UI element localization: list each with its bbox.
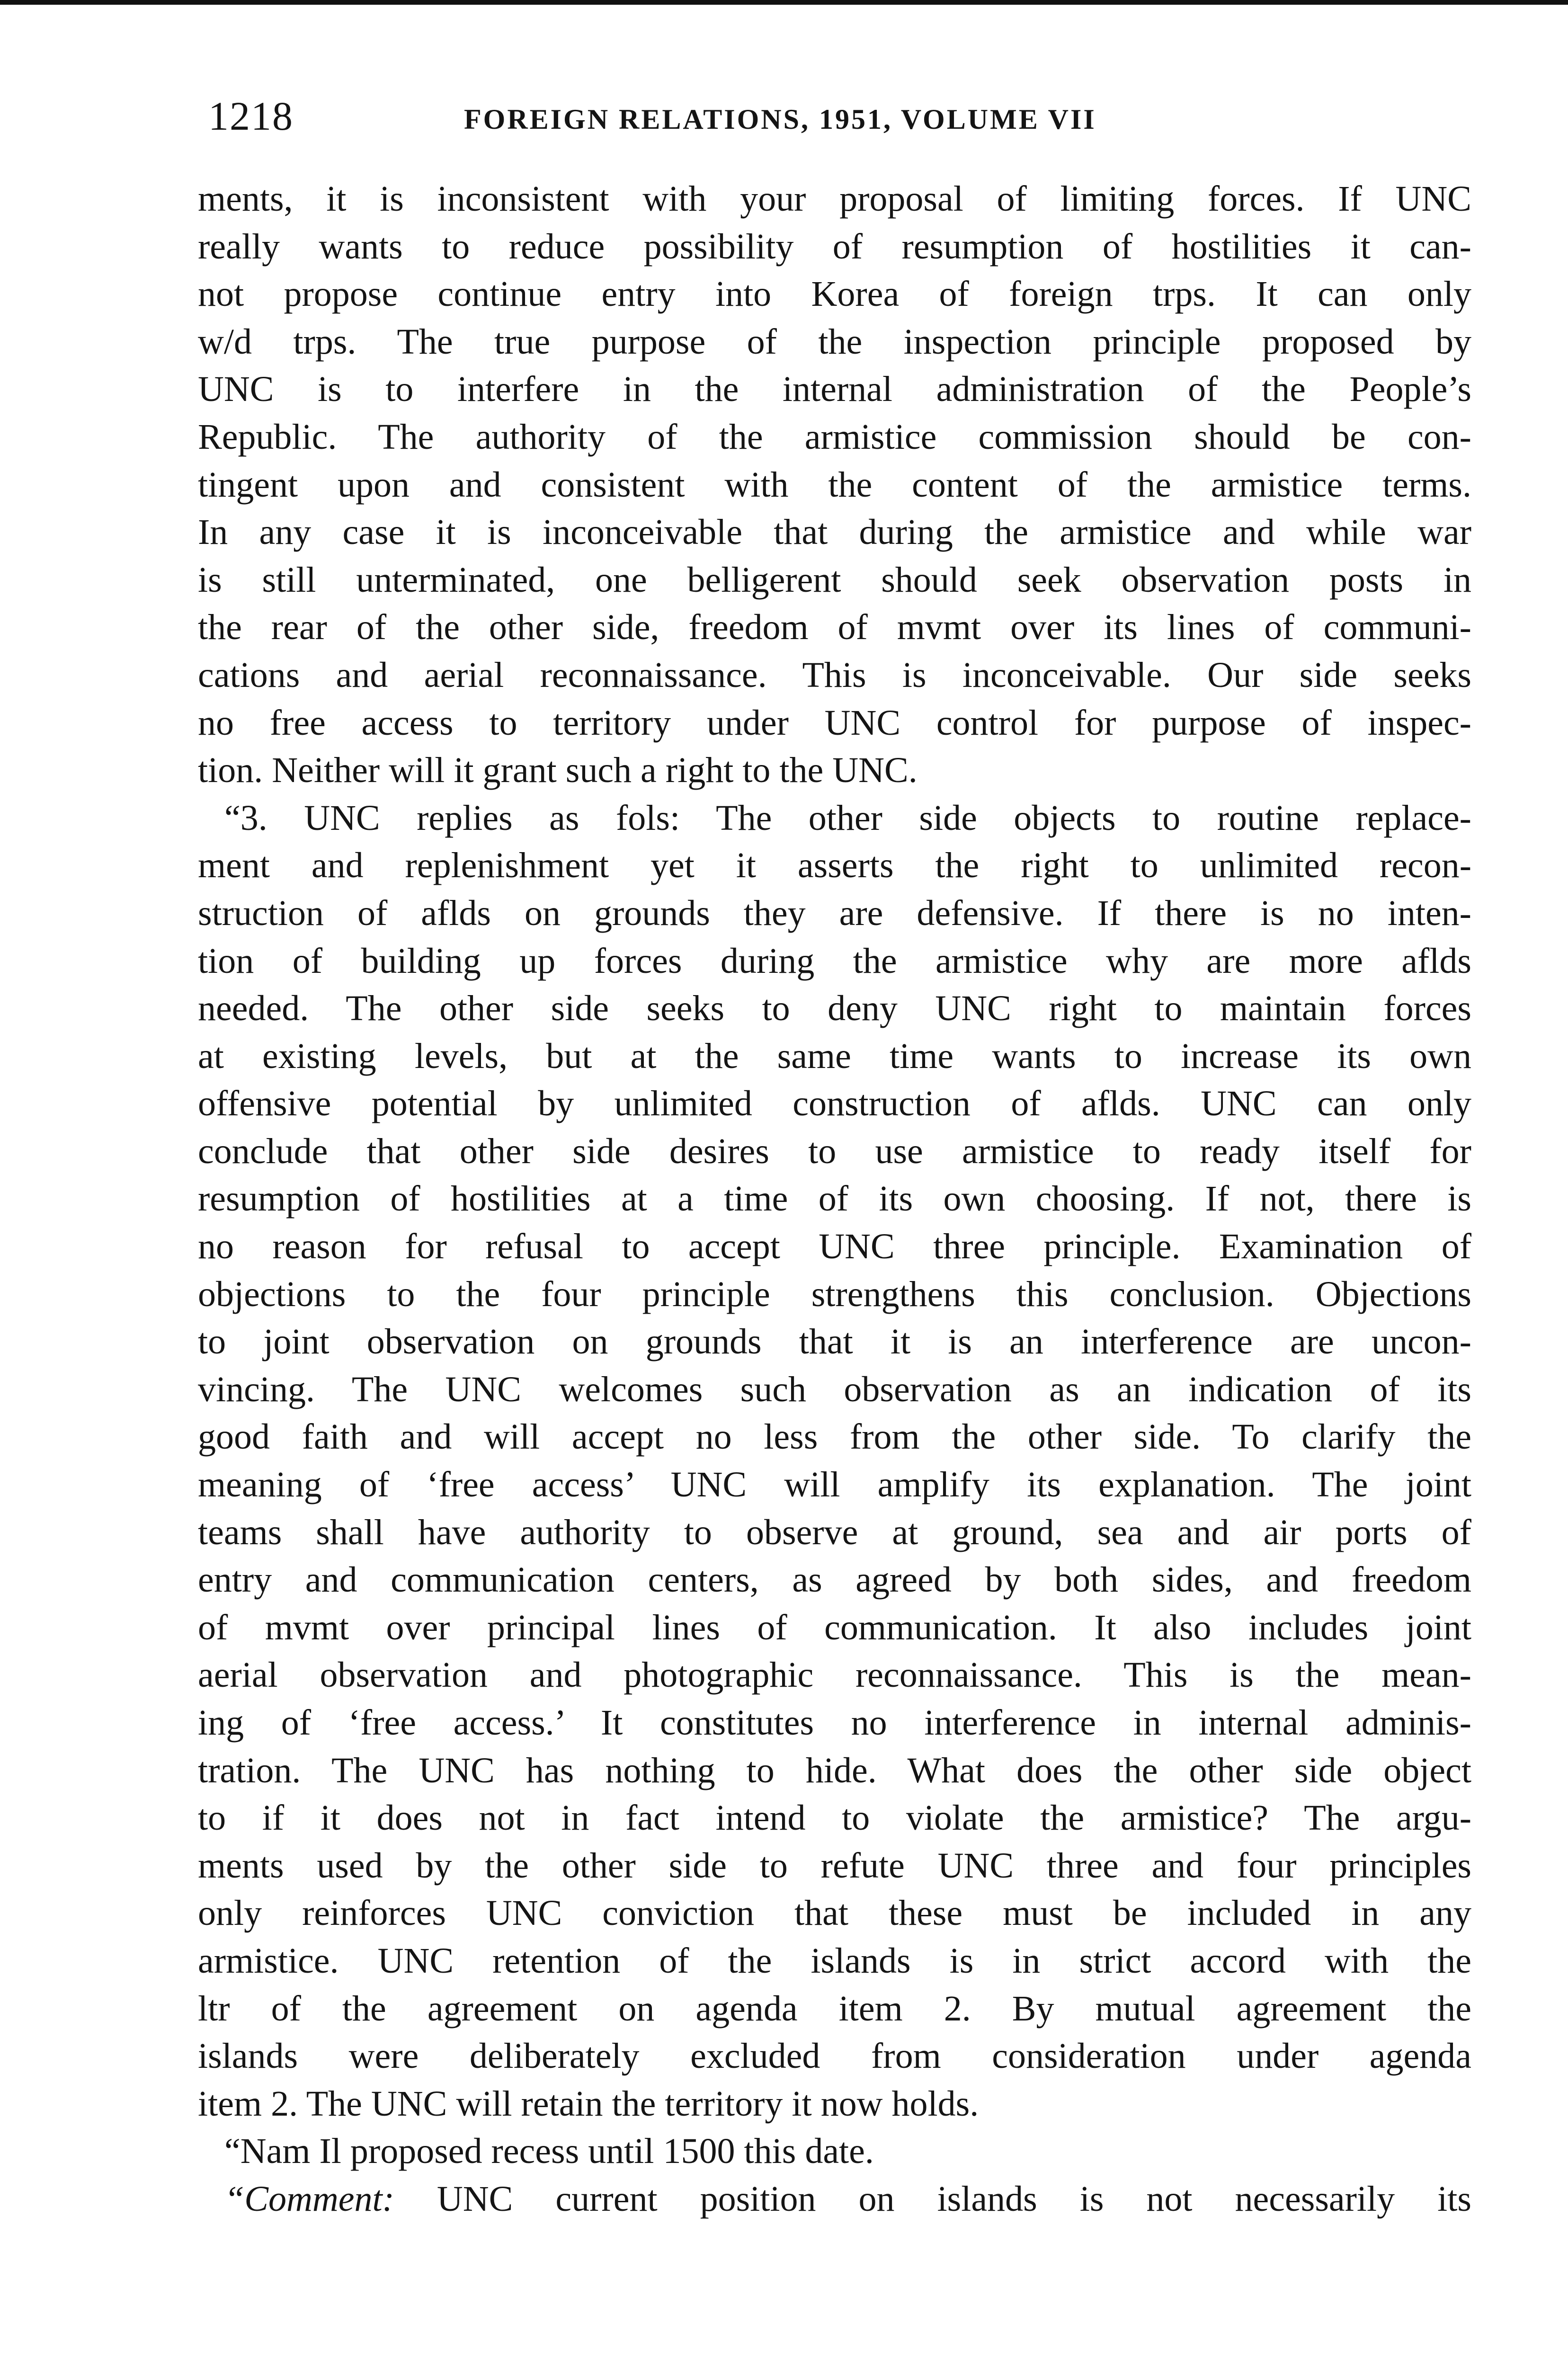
text-line: ing of ‘free access.’ It constitutes no interference in internal adminis-: [198, 1703, 1471, 1743]
text-line: the rear of the other side, freedom of mvmt over its lines of communi-: [198, 607, 1471, 648]
text-line: islands were deliberately excluded from consideration under agenda: [198, 2036, 1471, 2076]
text-line: struction of aflds on grounds they are defensive. If there is no inten-: [198, 893, 1471, 933]
text-line: ments used by the other side to refute UNC three and four principles: [198, 1845, 1471, 1886]
paragraph-start-line: “Nam Il proposed recess until 1500 this date.: [224, 2131, 874, 2171]
comment-text: UNC current position on islands is not necessarily its: [394, 2179, 1471, 2219]
text-line: not propose continue entry into Korea of foreign trps. It can only: [198, 274, 1471, 314]
text-line: entry and communication centers, as agreed by both sides, and freedom: [198, 1560, 1471, 1600]
text-line: tion of building up forces during the armistice why are more aflds: [198, 941, 1471, 981]
comment-lead: “Comment:: [224, 2179, 394, 2219]
text-line: only reinforces UNC conviction that these must be included in any: [198, 1893, 1471, 1933]
text-line: meaning of ‘free access’ UNC will amplify its explanation. The joint: [198, 1465, 1471, 1505]
text-line: offensive potential by unlimited construction of aflds. UNC can only: [198, 1084, 1471, 1124]
text-line: no free access to territory under UNC control for purpose of inspec-: [198, 703, 1471, 743]
text-line: Republic. The authority of the armistice commission should be con-: [198, 417, 1471, 457]
text-line: In any case it is inconceivable that during the armistice and while war: [198, 512, 1471, 552]
text-line: at existing levels, but at the same time wants to increase its own: [198, 1036, 1471, 1076]
text-line: teams shall have authority to observe at ground, sea and air ports of: [198, 1512, 1471, 1552]
text-line: tration. The UNC has nothing to hide. What does the other side object: [198, 1750, 1471, 1790]
text-line: is still unterminated, one belligerent should seek observation posts in: [198, 560, 1471, 600]
text-line: armistice. UNC retention of the islands is in strict accord with the: [198, 1940, 1471, 1981]
text-line: resumption of hostilities at a time of its own choosing. If not, there is: [198, 1179, 1471, 1219]
comment-line: [198, 2175, 1471, 2223]
text-line: conclude that other side desires to use armistice to ready itself for: [198, 1131, 1471, 1171]
text-line: to if it does not in fact intend to violate the armistice? The argu-: [198, 1798, 1471, 1838]
text-line: no reason for refusal to accept UNC three principle. Examination of: [198, 1227, 1471, 1267]
text-line: really wants to reduce possibility of resumption of hostilities it can-: [198, 226, 1471, 267]
text-line: objections to the four principle strengthens this conclusion. Objections: [198, 1274, 1471, 1314]
text-line: item 2. The UNC will retain the territory it now holds.: [198, 2083, 979, 2124]
text-line: tingent upon and consistent with the content of the armistice terms.: [198, 464, 1471, 505]
page-number: 1218: [208, 93, 294, 139]
text-line: vincing. The UNC welcomes such observation as an indication of its: [198, 1369, 1471, 1409]
running-title: FOREIGN RELATIONS, 1951, VOLUME VII: [464, 104, 1096, 135]
text-line: ltr of the agreement on agenda item 2. By mutual agreement the: [198, 1988, 1471, 2029]
paragraph-start-line: “3. UNC replies as fols: The other side objects to routine replace-: [224, 798, 1471, 838]
text-line: needed. The other side seeks to deny UNC right to maintain forces: [198, 988, 1471, 1029]
text-line: to joint observation on grounds that it is an interference are uncon-: [198, 1322, 1471, 1362]
text-line: cations and aerial reconnaissance. This is inconceivable. Our side seeks: [198, 655, 1471, 695]
text-line: tion. Neither will it grant such a right to the UNC.: [198, 750, 918, 791]
page-header: [208, 90, 1458, 142]
text-line: good faith and will accept no less from the other side. To clarify the: [198, 1417, 1471, 1457]
text-line: ment and replenishment yet it asserts the right to unlimited recon-: [198, 845, 1471, 886]
text-line: UNC is to interfere in the internal administration of the People’s: [198, 369, 1471, 409]
body-text: [198, 175, 1471, 2223]
top-edge-rule: [0, 0, 1568, 5]
text-line: w/d trps. The true purpose of the inspection principle proposed by: [198, 321, 1471, 362]
text-line: of mvmt over principal lines of communication. It also includes joint: [198, 1607, 1471, 1647]
text-line: ments, it is inconsistent with your proposal of limiting forces. If UNC: [198, 179, 1471, 219]
text-line: aerial observation and photographic reconnaissance. This is the mean-: [198, 1655, 1471, 1695]
